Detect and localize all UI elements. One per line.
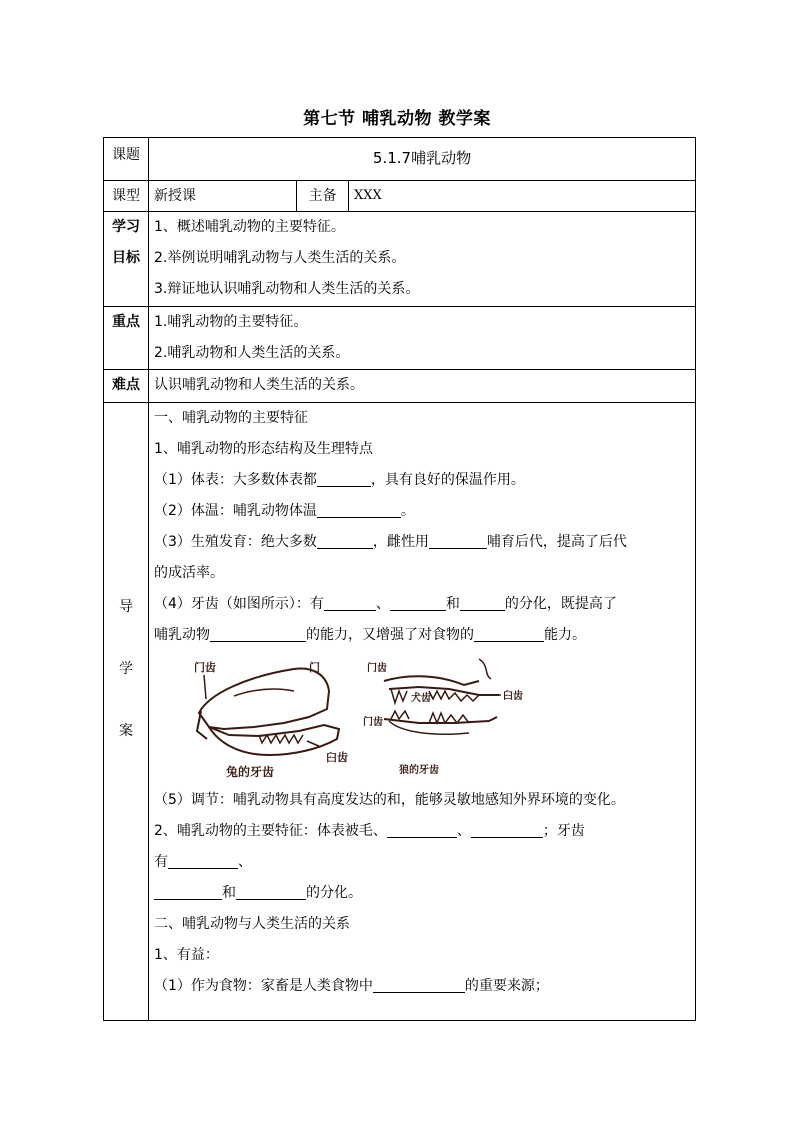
- key-point-item: 1.哺乳动物的主要特征。: [154, 314, 308, 330]
- text: 和: [222, 885, 236, 901]
- type-row: [104, 181, 696, 212]
- text: ，雌性用: [372, 534, 429, 550]
- goal-item: 1、概述哺乳动物的主要特征。: [154, 219, 345, 235]
- fill-blank[interactable]: [324, 594, 376, 611]
- text: （1）体表：大多数体表都: [154, 472, 317, 488]
- regulation-item: （5）调节：哺乳动物具有高度发达的和，能够灵敏地感知外界环境的变化。: [154, 792, 625, 808]
- text: ；牙齿: [542, 823, 585, 839]
- goal-item: 2.举例说明哺乳动物与人类生活的关系。: [154, 250, 406, 266]
- rabbit-molar-label: 臼齿: [326, 751, 348, 764]
- fill-blank[interactable]: [317, 532, 373, 549]
- lesson-plan-table: [103, 137, 696, 1021]
- rabbit-molar-pointer: [307, 741, 321, 747]
- text: 、: [238, 854, 252, 870]
- goal-item: 3.辩证地认识哺乳动物和人类生活的关系。: [154, 281, 420, 297]
- fill-blank[interactable]: [471, 821, 543, 838]
- subsection-heading: 1、哺乳动物的形态结构及生理特点: [154, 441, 373, 457]
- text: （2）体温：哺乳动物体温: [154, 503, 317, 519]
- fill-blank[interactable]: [210, 625, 306, 642]
- text: ，具有良好的保温作用。: [370, 472, 525, 488]
- main-features-item-cont: [149, 847, 695, 878]
- text: 的重要来源；: [464, 978, 549, 994]
- text: （1）作为食物：家畜是人类食物中: [154, 978, 373, 994]
- topic-label: 课题: [104, 138, 149, 181]
- fill-blank[interactable]: [373, 976, 465, 993]
- text: （4）牙齿（如图所示）：有: [154, 596, 324, 612]
- text: 能力。: [544, 627, 586, 643]
- fill-blank[interactable]: [390, 594, 446, 611]
- main-features-item: [149, 816, 695, 847]
- guide-label-char: 导: [119, 599, 133, 615]
- difficult-text: 认识哺乳动物和人类生活的关系。: [154, 377, 364, 393]
- text: 、: [456, 823, 471, 839]
- text: 的分化，既提高了: [504, 596, 617, 612]
- difficult-content: [149, 370, 696, 403]
- text: 2、哺乳动物的主要特征：体表被毛、: [154, 823, 387, 839]
- text: 的分化。: [306, 885, 362, 901]
- teeth-item: [149, 589, 695, 620]
- fill-blank[interactable]: [236, 883, 306, 900]
- goals-row: [104, 212, 696, 307]
- text: 哺乳动物: [154, 627, 210, 643]
- key-point-item: 2.哺乳动物和人类生活的关系。: [154, 345, 350, 361]
- guide-label-char: 案: [119, 723, 133, 739]
- goals-label-line1: 学习: [112, 219, 140, 235]
- text: 有: [154, 854, 168, 870]
- guide-label: [104, 403, 149, 1021]
- fill-blank[interactable]: [317, 470, 371, 487]
- type-value: 新授课: [149, 181, 297, 212]
- difficult-row: [104, 370, 696, 403]
- section-heading: 二、哺乳动物与人类生活的关系: [154, 916, 350, 932]
- goals-label: [104, 212, 149, 307]
- section-heading: 一、哺乳动物的主要特征: [154, 410, 308, 426]
- guide-content: [149, 403, 696, 1021]
- fill-blank[interactable]: [168, 852, 238, 869]
- guide-row: [104, 403, 696, 1021]
- fill-blank[interactable]: [460, 594, 505, 611]
- fill-blank[interactable]: [317, 501, 401, 518]
- rabbit-incisor-label: 门齿: [194, 661, 216, 674]
- food-item: [149, 971, 695, 1002]
- reproduction-item-cont: 的成活率。: [154, 565, 224, 581]
- wolf-incisor-label: 门齿: [367, 663, 387, 674]
- goals-label-line2: 目标: [112, 250, 140, 266]
- preparer-label: 主备: [297, 181, 349, 212]
- wolf-molar-label: 臼齿: [503, 691, 523, 702]
- key-points-content: [149, 307, 696, 370]
- text: 和: [445, 596, 460, 612]
- text: 。: [400, 503, 415, 519]
- guide-label-char: 学: [119, 661, 133, 677]
- teeth-item-cont: [149, 620, 695, 651]
- wolf-canine-label: 犬齿: [411, 693, 431, 704]
- topic-text: 5.1.7哺乳动物: [372, 149, 472, 167]
- text: （3）生殖发育：绝大多数: [154, 534, 317, 550]
- text: 的能力，又增强了对食物的: [306, 627, 474, 643]
- preparer-value: XXX: [349, 181, 696, 212]
- topic-row: [104, 138, 696, 181]
- document-title: 第七节 哺乳动物 教学案: [303, 109, 491, 129]
- subsection-heading: 1、有益：: [154, 947, 219, 963]
- difficult-label: 难点: [104, 370, 149, 403]
- fill-blank[interactable]: [474, 625, 544, 642]
- key-points-label: 重点: [104, 307, 149, 370]
- rabbit-skull-drawing: [197, 668, 339, 755]
- teeth-figure: [149, 651, 695, 785]
- rabbit-incisor-pointer: [204, 675, 206, 699]
- key-points-row: [104, 307, 696, 370]
- goals-content: [149, 212, 696, 307]
- type-label: 课型: [104, 181, 149, 212]
- wolf-lower-label: 门齿: [363, 717, 383, 728]
- text: 哺育后代，提高了后代: [486, 534, 627, 550]
- topic-value: [149, 138, 696, 181]
- rabbit-caption: 兔的牙齿: [226, 765, 275, 779]
- fill-blank[interactable]: [387, 821, 457, 838]
- body-surface-item: [149, 465, 695, 496]
- main-features-item-cont2: [149, 878, 695, 909]
- wolf-skull-drawing: [384, 659, 499, 734]
- body-temp-item: [149, 496, 695, 527]
- fill-blank[interactable]: [154, 883, 222, 900]
- reproduction-item: [149, 527, 695, 558]
- cut-label: 门: [309, 661, 320, 674]
- wolf-caption: 狼的牙齿: [399, 765, 439, 776]
- fill-blank[interactable]: [429, 532, 487, 549]
- text: 、: [375, 596, 390, 612]
